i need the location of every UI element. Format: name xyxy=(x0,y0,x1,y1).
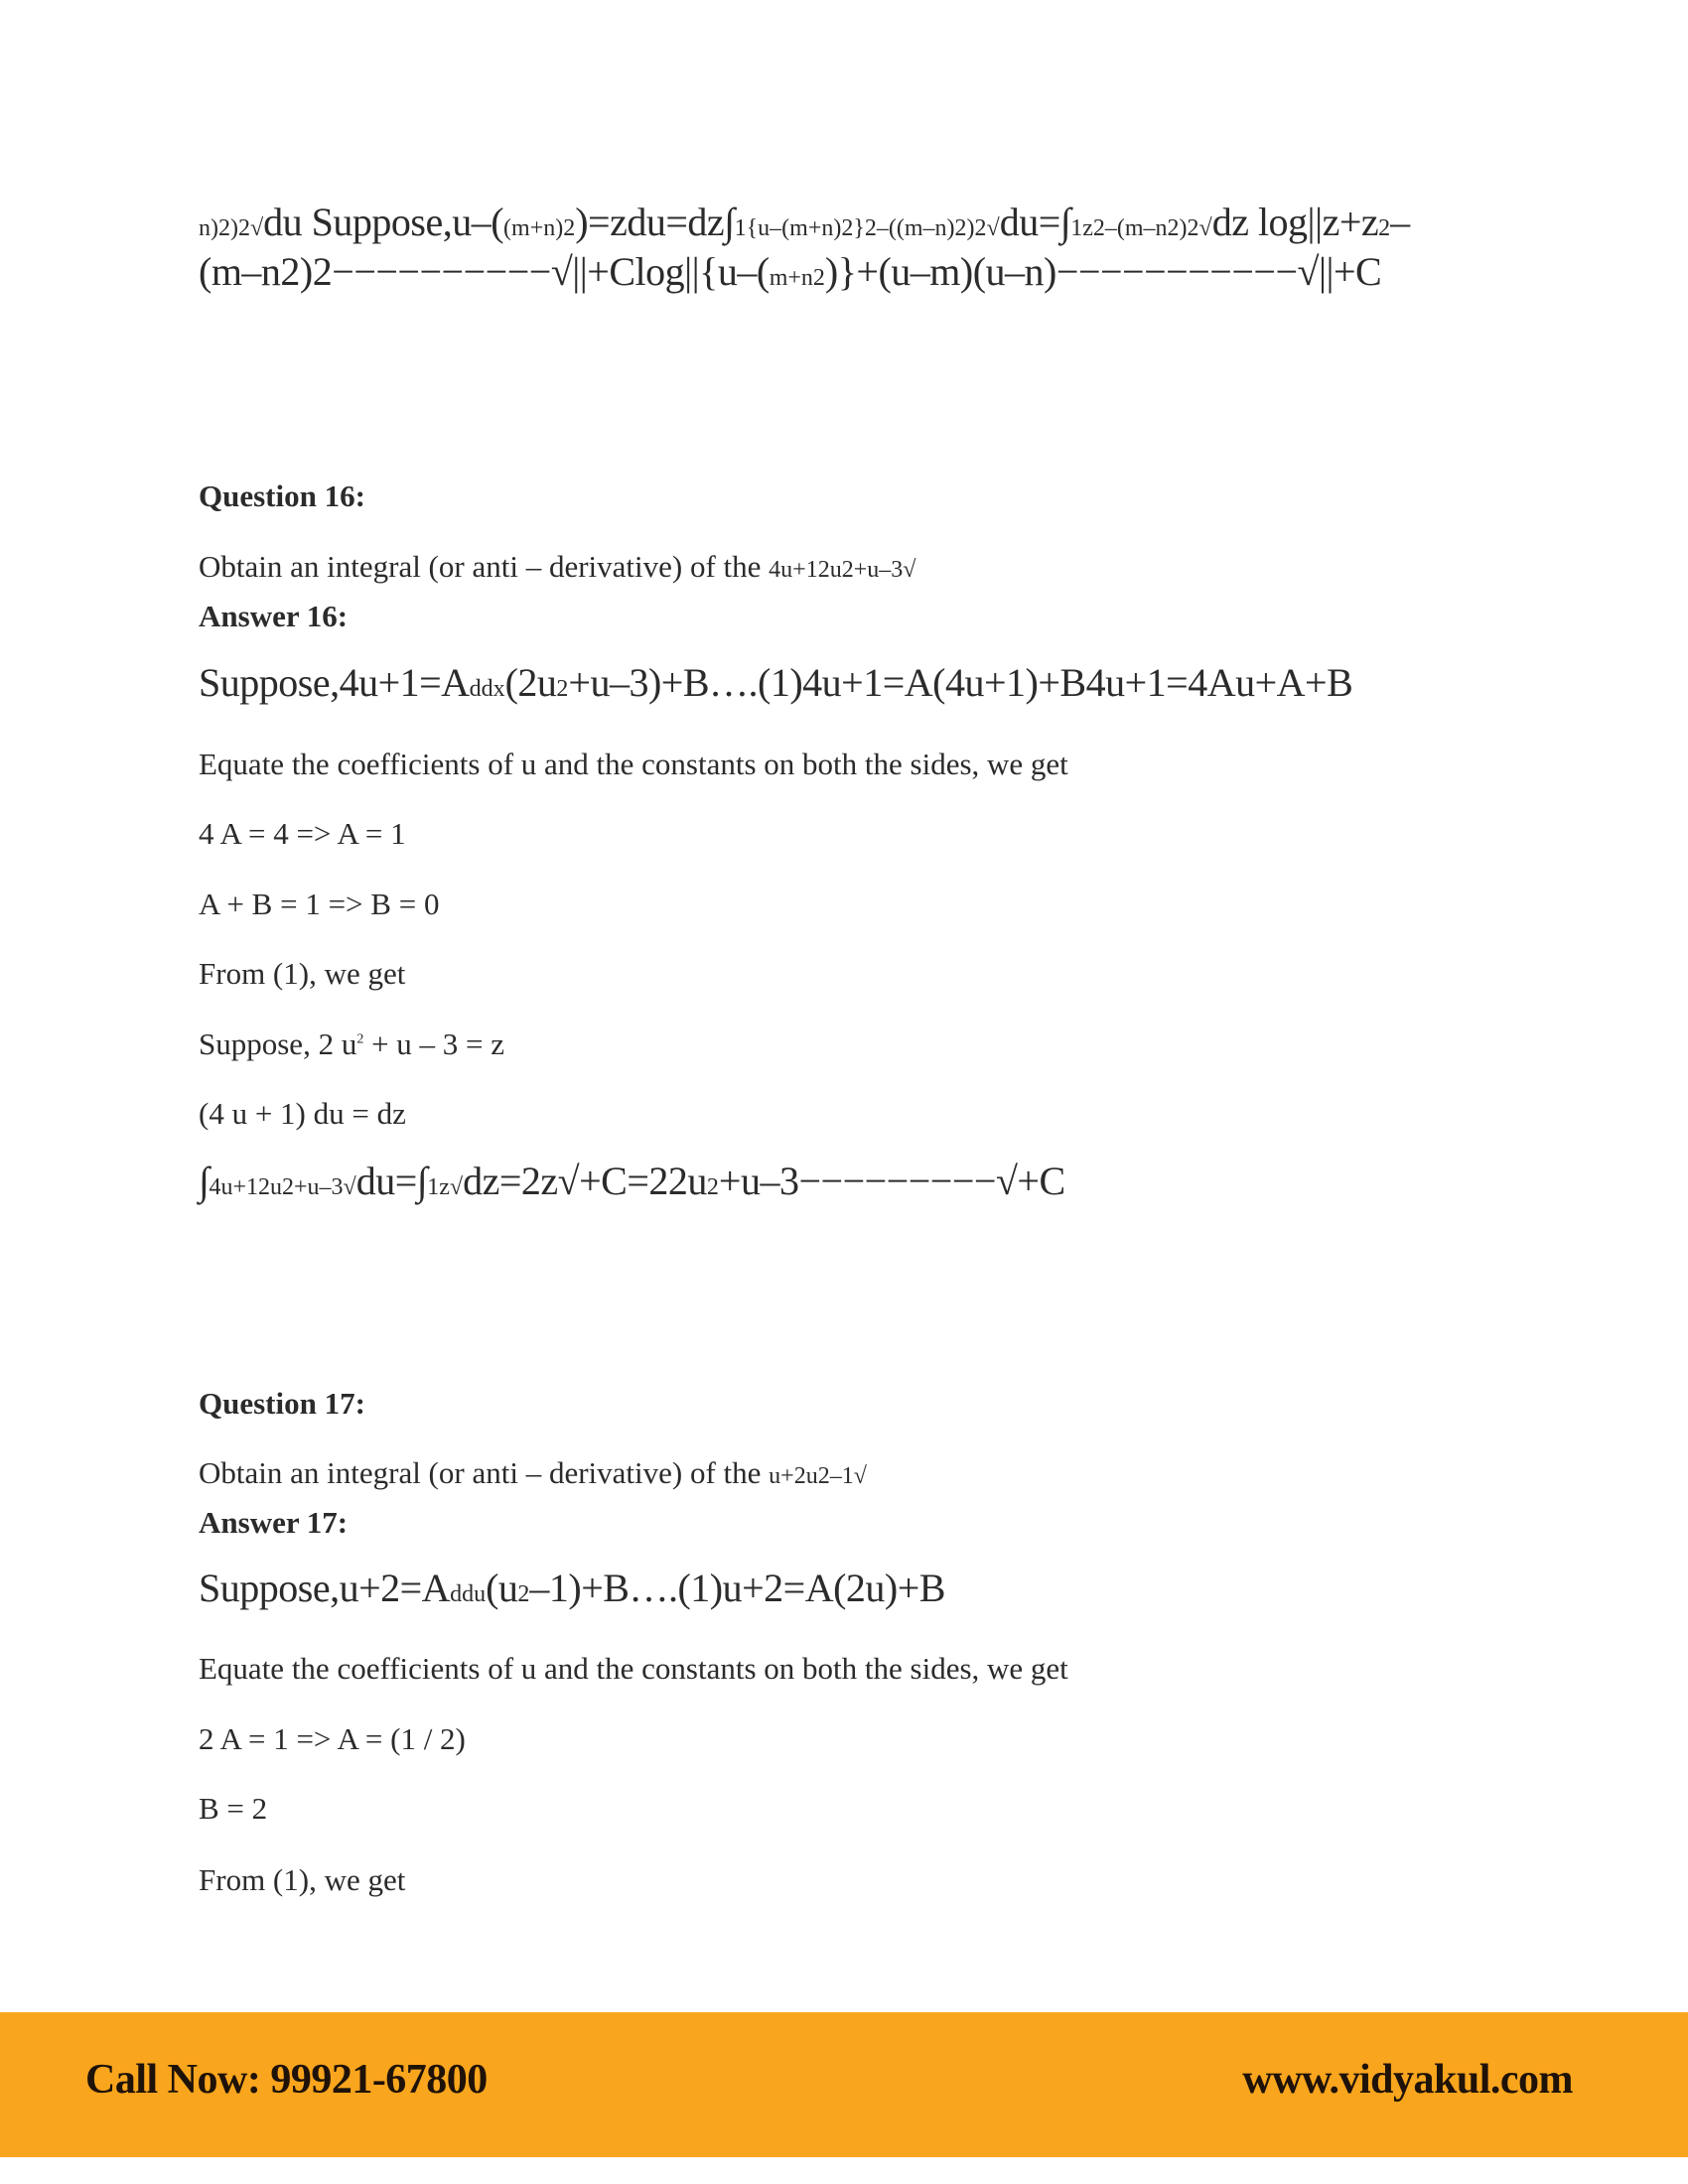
answer-16-suppose-equation xyxy=(199,659,1352,706)
answer-16-step-2: A + B = 1 => B = 0 xyxy=(199,887,440,921)
math-text: – xyxy=(1390,200,1410,244)
question-17-prompt xyxy=(199,1455,867,1491)
math-subexpression: ddu xyxy=(450,1581,487,1607)
math-subexpression: 4u+12u2+u–3√ xyxy=(209,1174,356,1200)
question-16-heading: Question 16: xyxy=(199,478,365,513)
substitution-pre: Suppose, 2 u xyxy=(199,1026,357,1061)
answer-16-step-1: 4 A = 4 => A = 1 xyxy=(199,816,406,851)
answer-17-step-1: 2 A = 1 => A = (1 / 2) xyxy=(199,1721,466,1756)
answer-17-step-2: B = 2 xyxy=(199,1791,268,1826)
answer-16-substitution xyxy=(199,1026,504,1062)
footer-phone-number[interactable]: Call Now: 99921-67800 xyxy=(85,2057,488,2103)
math-continuation-line-1 xyxy=(199,199,1410,245)
math-text: dz=2z√+C=22u xyxy=(463,1159,707,1203)
math-subexpression: 2 xyxy=(517,1581,530,1607)
math-text: du=∫ xyxy=(999,200,1071,244)
question-16-prompt xyxy=(199,549,915,585)
math-continuation-line-2 xyxy=(199,248,1381,295)
question-16-prompt-text: Obtain an integral (or anti – derivative) of the xyxy=(199,549,770,584)
answer-16-differential: (4 u + 1) du = dz xyxy=(199,1096,406,1131)
math-subexpression: 2 xyxy=(706,1174,719,1200)
math-text: +u–3)+B….(1)4u+1=A(4u+1)+B4u+1=4Au+A+B xyxy=(568,660,1353,705)
math-text: (u xyxy=(486,1566,518,1610)
math-text: (2u xyxy=(504,660,557,705)
answer-16-from-text: From (1), we get xyxy=(199,956,406,991)
question-17-expression: u+2u2–1√ xyxy=(769,1463,867,1489)
question-17-heading: Question 17: xyxy=(199,1386,365,1421)
math-subexpression: 2 xyxy=(1378,215,1391,241)
math-subexpression: 1z√ xyxy=(427,1174,464,1200)
math-subexpression: 2 xyxy=(556,676,569,702)
answer-16-heading: Answer 16: xyxy=(199,599,349,633)
math-subexpression: ddx xyxy=(469,676,505,702)
answer-17-suppose-equation xyxy=(199,1565,945,1611)
math-text: Suppose,4u+1=A xyxy=(199,660,470,705)
substitution-exponent: 2 xyxy=(356,1031,364,1047)
math-text: Suppose,u+2=A xyxy=(199,1566,451,1610)
math-text: –1)+B….(1)u+2=A(2u)+B xyxy=(529,1566,945,1610)
math-subexpression: m+n2 xyxy=(769,265,825,291)
math-text: )=zdu=dz∫ xyxy=(575,200,735,244)
answer-17-heading: Answer 17: xyxy=(199,1505,349,1540)
math-text: (m–n2)2−−−−−−−−−−√||+Clog||{u–( xyxy=(199,249,770,294)
math-text: du Suppose,u–( xyxy=(263,200,504,244)
answer-16-integral-result xyxy=(199,1158,1065,1204)
substitution-post: + u – 3 = z xyxy=(363,1026,505,1061)
math-text: +u–3−−−−−−−−−√+C xyxy=(718,1159,1065,1203)
answer-17-equate-text: Equate the coefficients of u and the constants on both the sides, we get xyxy=(199,1651,1068,1686)
math-text: du=∫ xyxy=(355,1159,428,1203)
question-16-expression: 4u+12u2+u–3√ xyxy=(769,557,916,583)
footer-banner xyxy=(0,2012,1688,2157)
answer-16-equate-text: Equate the coefficients of u and the constants on both the sides, we get xyxy=(199,747,1068,781)
answer-17-from-text: From (1), we get xyxy=(199,1862,406,1897)
math-text: ∫ xyxy=(199,1159,210,1203)
math-text: dz log||z+z xyxy=(1211,200,1379,244)
math-text: )}+(u–m)(u–n)−−−−−−−−−−−√||+C xyxy=(824,249,1382,294)
math-subexpression: 1{u–(m+n)2}2–((m–n)2)2√ xyxy=(734,215,1000,241)
footer-website-link[interactable]: www.vidyakul.com xyxy=(1242,2057,1573,2103)
math-subexpression: n)2)2√ xyxy=(199,215,264,241)
math-subexpression: 1z2–(m–n2)2√ xyxy=(1070,215,1212,241)
math-subexpression: (m+n)2 xyxy=(503,215,576,241)
question-17-prompt-text: Obtain an integral (or anti – derivative) of the xyxy=(199,1455,770,1490)
